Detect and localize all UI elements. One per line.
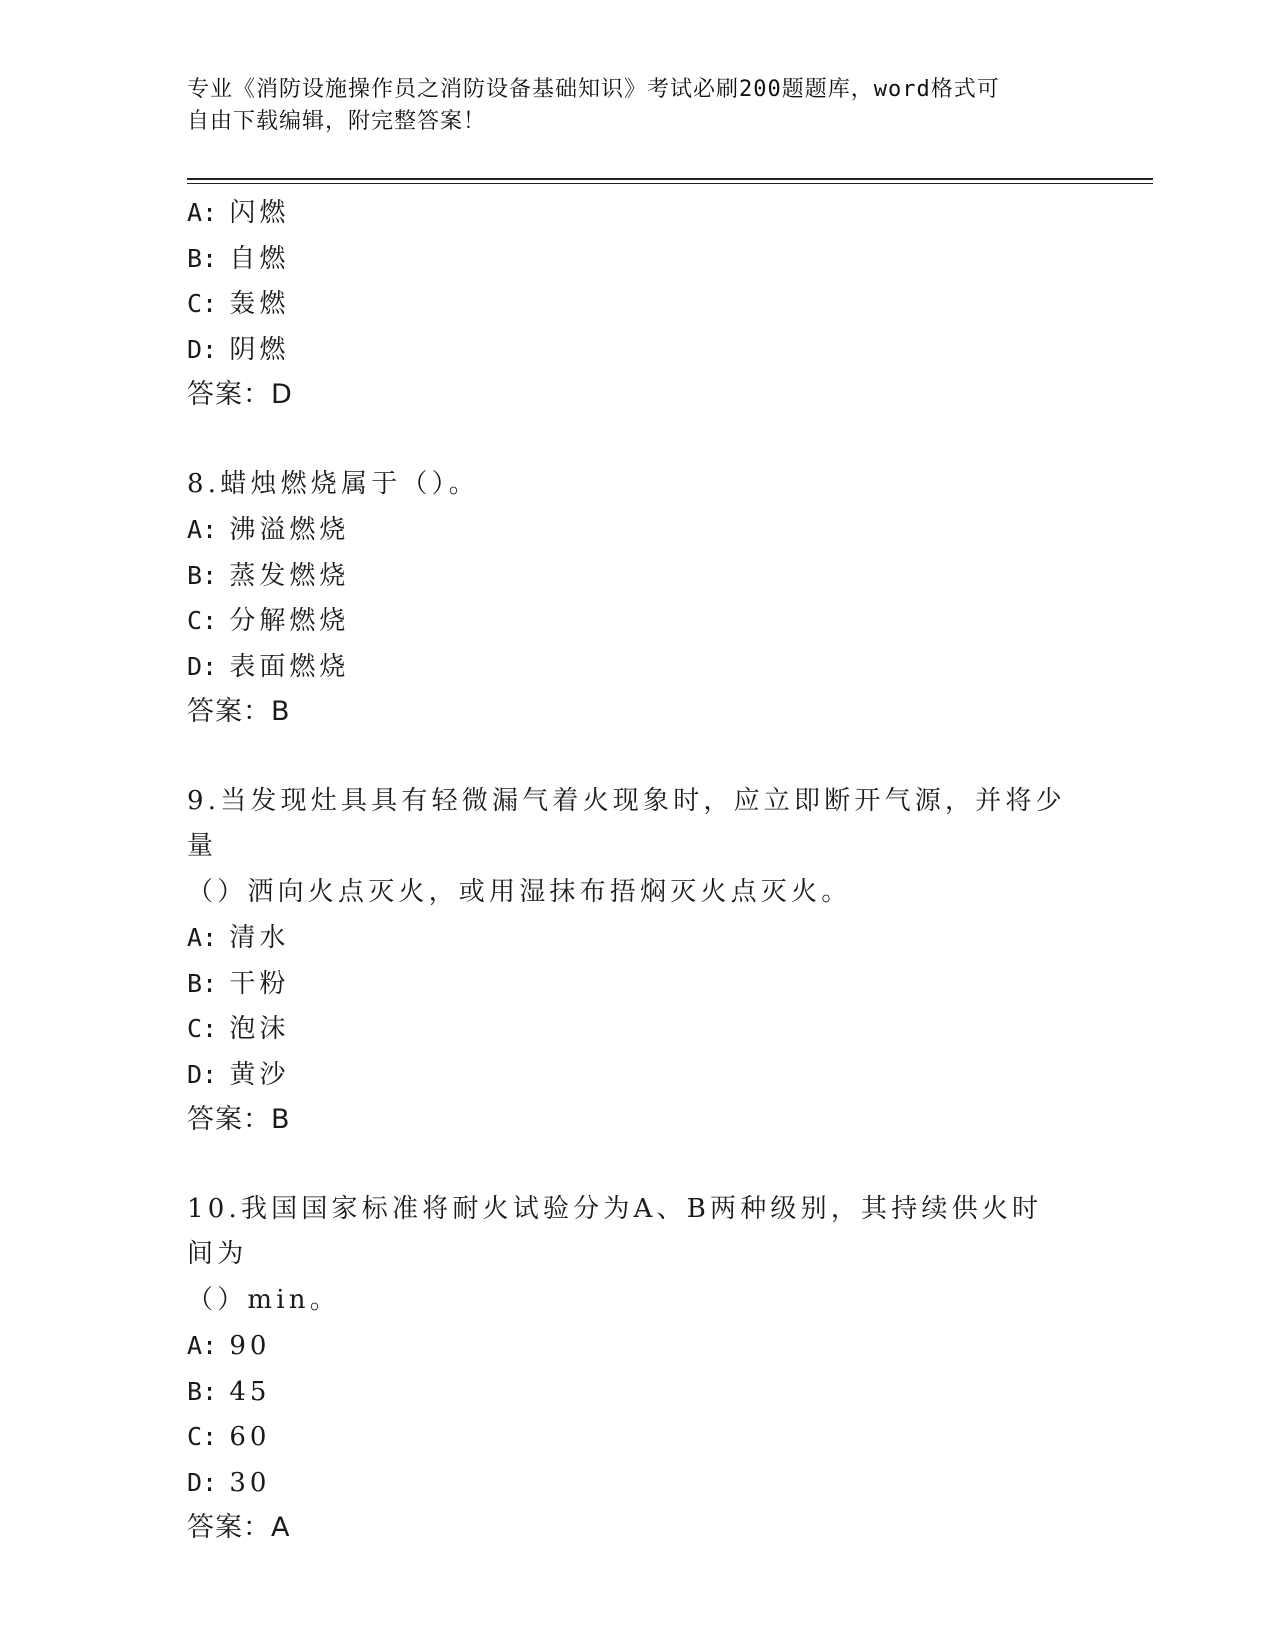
option-a [187,507,1087,553]
option-text: 蒸发燃烧 [229,560,350,591]
answer-line: 答案：D [187,379,293,410]
option-c [187,281,1087,327]
option-text: 闪燃 [229,198,290,228]
answer-line: 答案：B [187,696,291,727]
option-a [187,1323,1087,1369]
option-label: C: [187,1014,218,1043]
question-stem-line-2: （）洒向火点灭火，或用湿抹布捂焖灭火点灭火。 [187,876,852,907]
option-text: 30 [229,1467,271,1498]
option-c [187,1006,1087,1052]
header-line-2: 自由下载编辑，附完整答案！ [187,109,487,134]
document-header [187,74,1067,138]
question-7-continued [187,190,1087,418]
answer-line: 答案：B [187,1104,291,1135]
option-text: 沸溢燃烧 [229,515,350,545]
question-stem-line-2: （）min。 [187,1284,340,1315]
option-label: A: [187,923,218,952]
option-text: 黄沙 [229,1059,290,1090]
option-label: D: [187,1059,218,1089]
question-stem: 8.蜡烛燃烧属于（）。 [187,468,480,499]
option-label: C: [187,289,218,318]
option-text: 阴燃 [229,334,290,365]
header-divider-bottom [187,183,1153,184]
option-label: B: [187,243,218,273]
question-8 [187,462,1087,735]
option-text: 轰燃 [229,289,290,319]
option-b [187,236,1087,282]
option-label: D: [187,334,218,364]
option-text: 干粉 [229,968,290,999]
question-stem-line-1: 9.当发现灶具具有轻微漏气着火现象时，应立即断开气源，并将少量 [187,785,1066,861]
question-10 [187,1187,1087,1551]
question-stem-line-1: 10.我国国家标准将耐火试验分为A、B两种级别，其持续供火时间为 [187,1193,1043,1269]
option-label: D: [187,651,218,681]
option-label: B: [187,1376,218,1406]
option-b [187,553,1087,599]
option-text: 60 [229,1422,271,1452]
option-d [187,644,1087,690]
question-list [187,190,1087,1551]
option-text: 分解燃烧 [229,606,350,636]
option-d [187,1052,1087,1098]
option-label: C: [187,606,218,635]
option-text: 90 [229,1331,271,1361]
option-text: 泡沫 [229,1014,290,1044]
option-a [187,190,1087,236]
option-label: B: [187,560,218,590]
option-label: A: [187,1331,218,1360]
header-divider-top [187,178,1153,180]
option-label: C: [187,1422,218,1451]
option-b [187,1369,1087,1415]
option-label: B: [187,968,218,998]
answer-line: 答案：A [187,1512,291,1543]
question-9 [187,779,1087,1143]
option-text: 清水 [229,923,290,953]
option-a [187,915,1087,961]
option-c [187,1414,1087,1460]
header-line-1: 专业《消防设施操作员之消防设备基础知识》考试必刷200题题库，word格式可 [187,77,1000,102]
option-text: 45 [229,1376,271,1407]
option-d [187,327,1087,373]
option-label: A: [187,515,218,544]
option-text: 表面燃烧 [229,651,350,682]
option-b [187,961,1087,1007]
option-c [187,598,1087,644]
option-label: A: [187,198,218,227]
option-label: D: [187,1467,218,1497]
option-d [187,1460,1087,1506]
option-text: 自燃 [229,243,290,274]
